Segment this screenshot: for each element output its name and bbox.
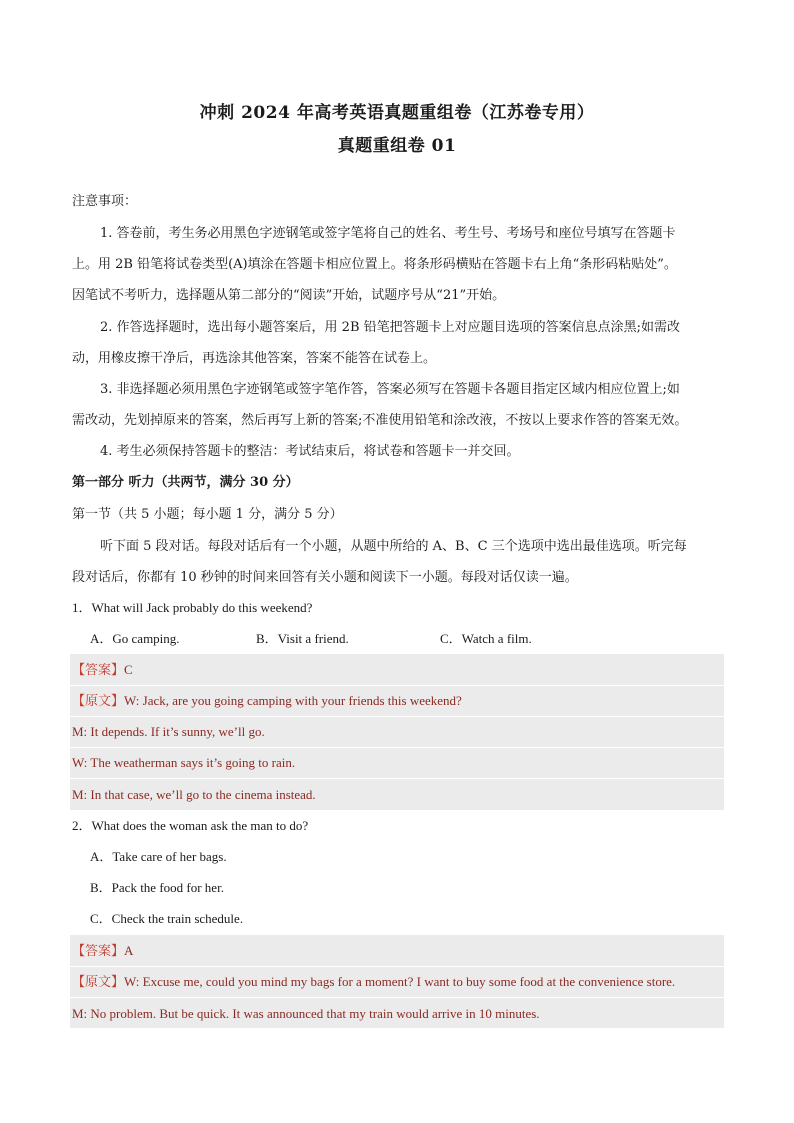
question-2-transcript-line-2: M: No problem. But be quick. It was announced that my train would arrive in 10 minutes.: [72, 1006, 540, 1021]
instructions-line-1: 听下面 5 段对话。每段对话后有一个小题，从题中所给的 A、B、C 三个选项中选出最佳选项。听完每: [100, 539, 687, 554]
question-2-option-a: A．Take care of her bags.: [90, 849, 227, 864]
answer-tag: 【答案】: [72, 663, 125, 678]
question-1-option-a: A．Go camping.: [90, 631, 180, 646]
question-2-option-b: B．Pack the food for her.: [90, 880, 224, 895]
question-1-answer: [72, 661, 722, 680]
transcript-text: W: Jack, are you going camping with your friends this weekend?: [124, 693, 462, 708]
question-1-option-b: B．Visit a friend.: [256, 631, 349, 646]
question-1-transcript-line-2: M: It depends. If it’s sunny, we’ll go.: [72, 724, 265, 739]
notice-item-1-line-3: 因笔试不考听力，选择题从第二部分的“阅读”开始，试题序号从“21”开始。: [72, 288, 506, 303]
answer-tag: 【答案】: [72, 944, 125, 959]
question-2-answer: [72, 942, 722, 961]
instructions-line-2: 段对话后，你都有 10 秒钟的时间来回答有关小题和阅读下一小题。每段对话仅读一遍。: [72, 570, 578, 585]
question-1-transcript-line-1: [72, 692, 722, 711]
question-2-stem: 2．What does the woman ask the man to do?: [72, 818, 309, 833]
question-1-option-c: C．Watch a film.: [440, 631, 532, 646]
part1-heading: 第一部分 听力（共两节，满分 30 分）: [72, 475, 299, 490]
answer-value: C: [124, 662, 133, 677]
notice-item-4: 4. 考生必须保持答题卡的整洁：考试结束后，将试卷和答题卡一并交回。: [100, 444, 520, 459]
question-1-transcript-line-4: M: In that case, we’ll go to the cinema instead.: [72, 787, 316, 802]
notice-item-3-line-1: 3. 非选择题必须用黑色字迹钢笔或签字笔作答，答案必须写在答题卡各题目指定区域内相应位置上;如: [100, 382, 680, 397]
notice-heading: 注意事项：: [72, 194, 138, 209]
question-2-option-c: C．Check the train schedule.: [90, 911, 244, 926]
transcript-tag: 【原文】: [72, 975, 125, 990]
page-title: 冲刺 2024 年高考英语真题重组卷（江苏卷专用）: [199, 103, 595, 123]
question-1-transcript-line-3: W: The weatherman says it’s going to rain.: [72, 755, 296, 770]
notice-item-2-line-2: 动，用橡皮擦干净后，再选涂其他答案，答案不能答在试卷上。: [72, 351, 437, 366]
notice-item-3-line-2: 需改动，先划掉原来的答案，然后再写上新的答案;不准使用铅笔和涂改液，不按以上要求作答的答案无效。: [72, 413, 688, 428]
question-2-transcript-line-1: [72, 973, 722, 992]
question-1-stem: 1．What will Jack probably do this weekend?: [72, 600, 313, 615]
answer-value: A: [124, 943, 134, 958]
notice-item-1-line-2: 上。用 2B 铅笔将试卷类型(A)填涂在答题卡相应位置上。将条形码横贴在答题卡右上角“条形码粘贴处”。: [72, 257, 677, 272]
notice-item-2-line-1: 2. 作答选择题时，选出每小题答案后，用 2B 铅笔把答题卡上对应题目选项的答案信息点涂黑;如需改: [100, 320, 681, 335]
notice-item-1-line-1: 1. 答卷前，考生务必用黑色字迹钢笔或签字笔将自己的姓名、考生号、考场号和座位号填写在答题卡: [100, 226, 676, 241]
transcript-tag: 【原文】: [72, 694, 125, 709]
page-subtitle: 真题重组卷 01: [337, 136, 457, 156]
transcript-text: W: Excuse me, could you mind my bags for a moment? I want to buy some food at the convenience store.: [124, 974, 676, 989]
section1-heading: 第一节（共 5 小题；每小题 1 分，满分 5 分）: [72, 507, 343, 522]
